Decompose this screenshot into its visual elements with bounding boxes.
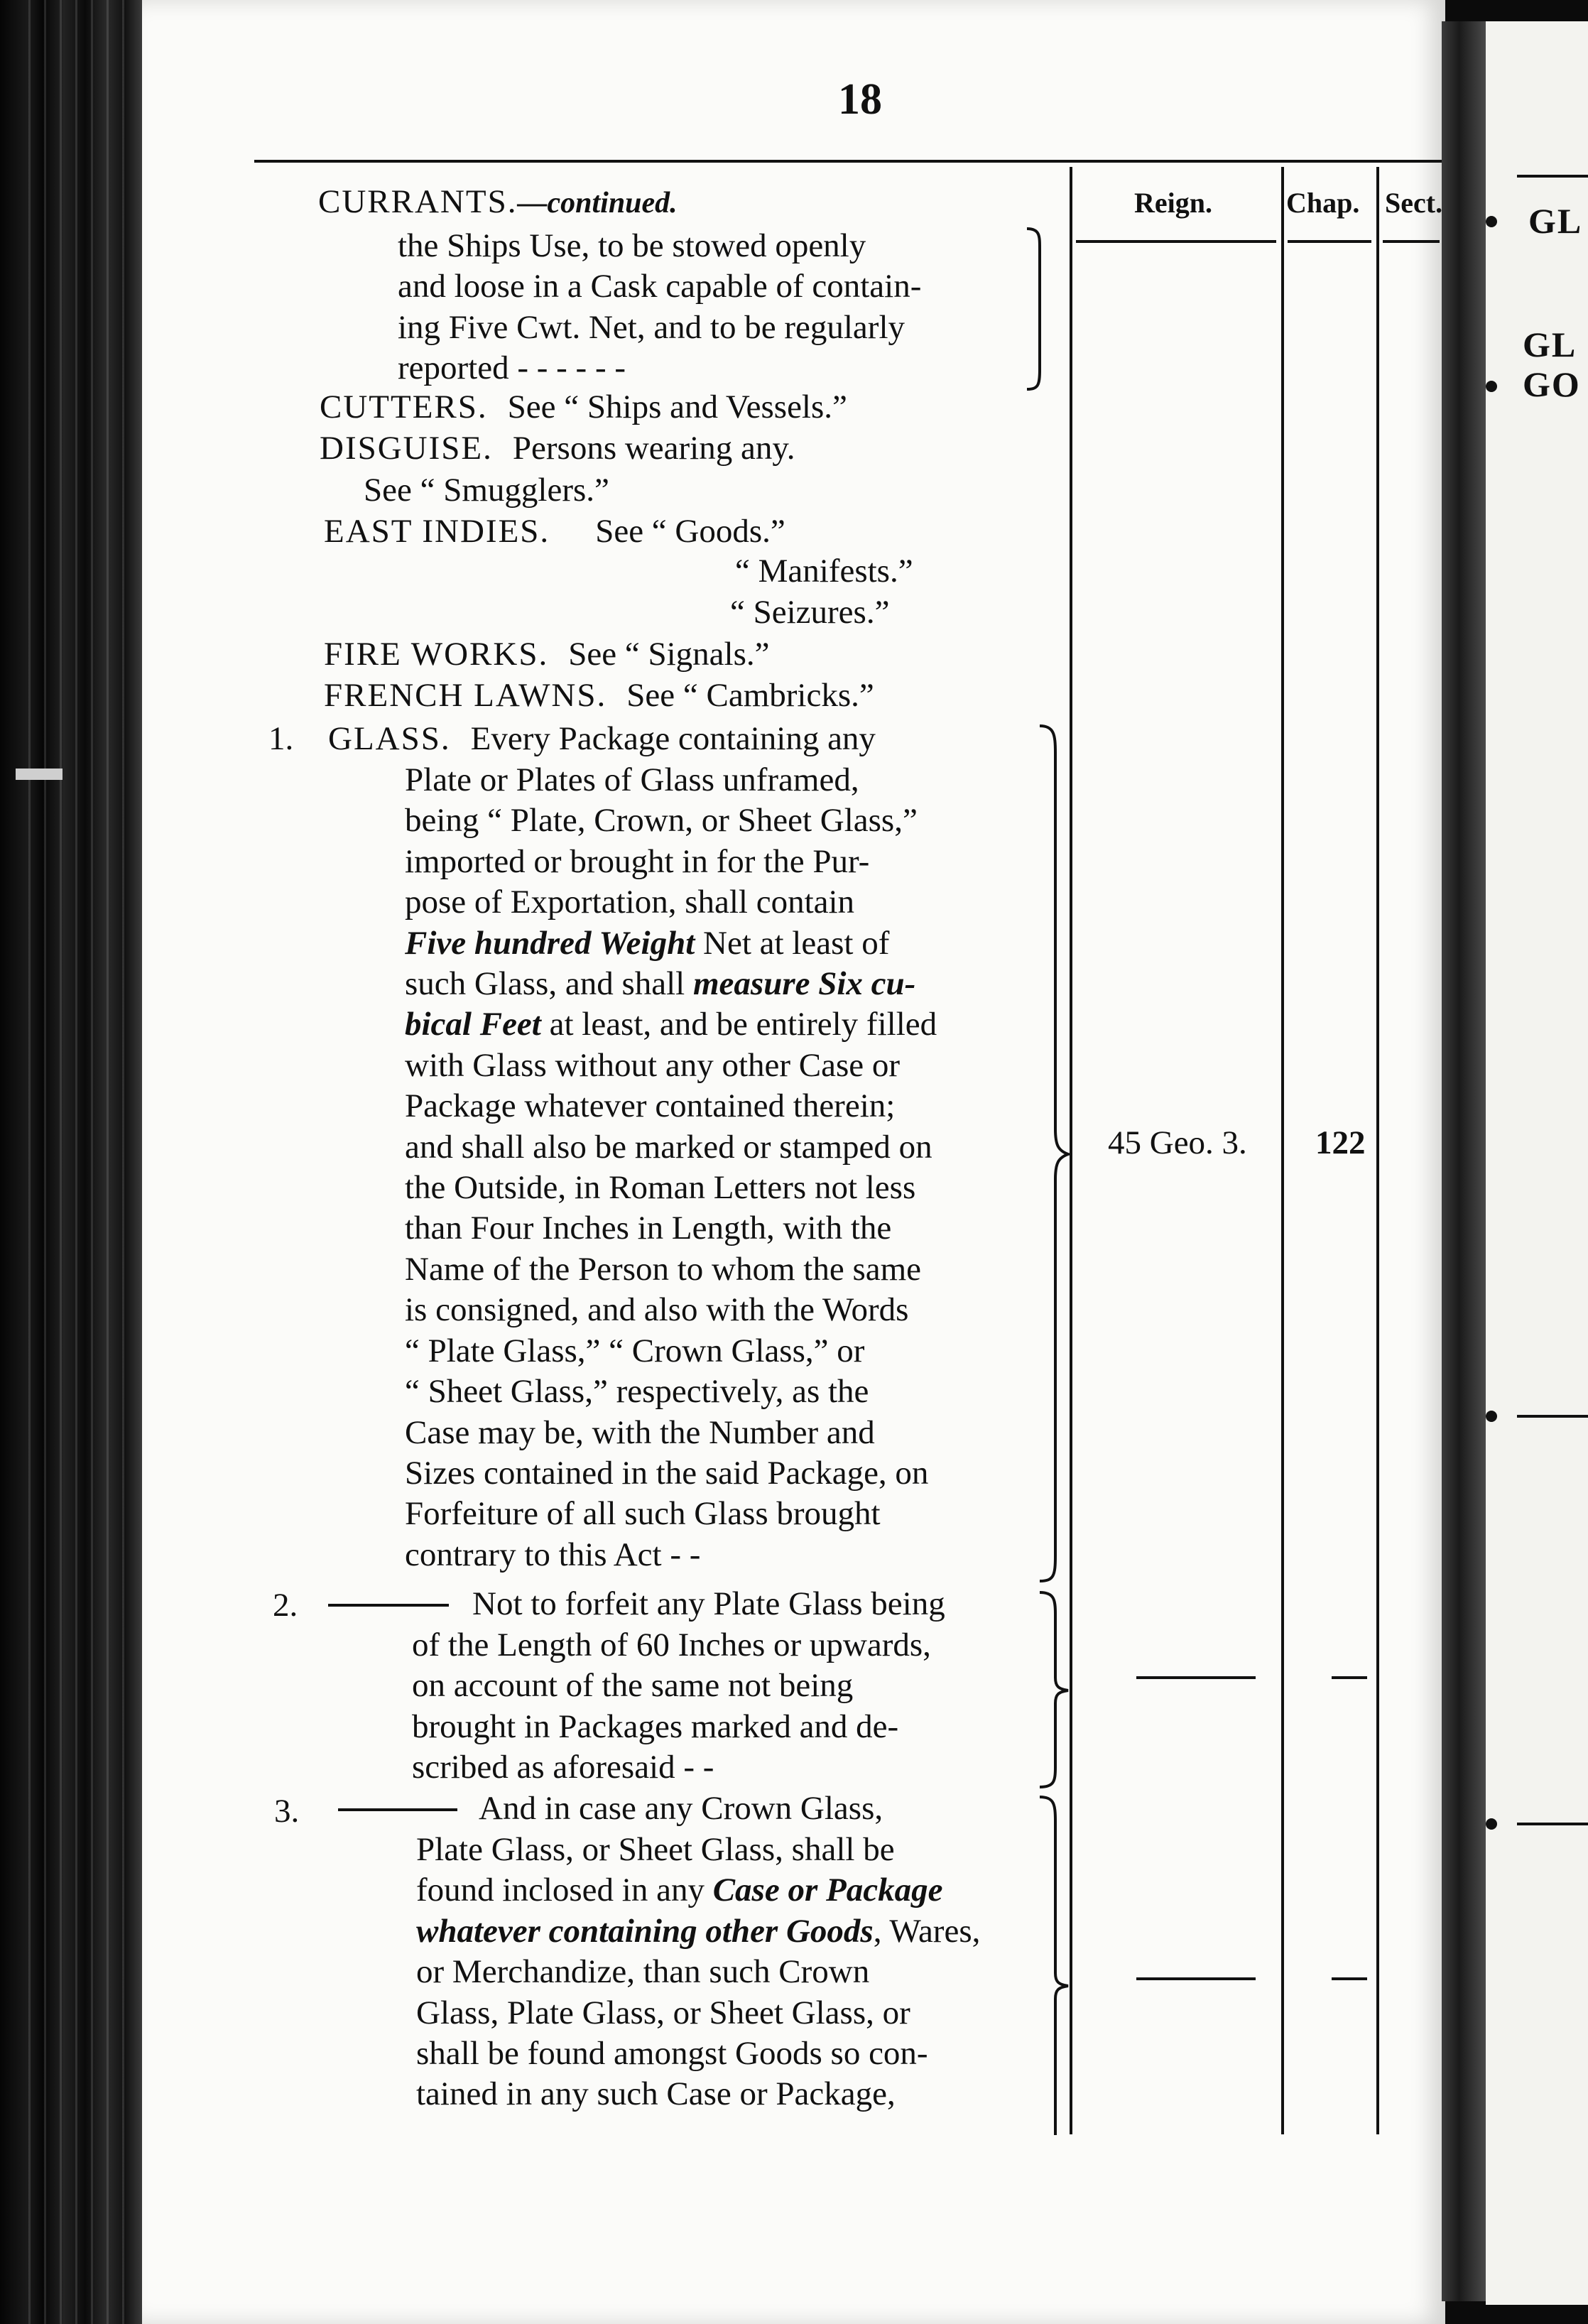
facing-rule xyxy=(1517,1415,1588,1418)
entry-east-indies xyxy=(324,511,785,552)
entry-disguise xyxy=(320,428,795,469)
facing-page-text-3: GO xyxy=(1523,364,1581,404)
column-subrule xyxy=(1288,240,1371,243)
entry-number: 2. xyxy=(273,1587,298,1624)
entry-french-lawns xyxy=(324,675,874,716)
facing-mark xyxy=(1486,216,1497,227)
text-line: And in case any Crown Glass, xyxy=(479,1790,883,1827)
ditto-dash xyxy=(338,1808,457,1811)
text-line xyxy=(405,923,937,964)
entry-glass xyxy=(328,719,876,759)
column-subrule xyxy=(1076,240,1276,243)
entry-number: 1. xyxy=(268,720,294,757)
italic-phrase: measure Six cu- xyxy=(692,965,916,1003)
column-rule-chap xyxy=(1281,167,1284,2134)
text-line: Name of the Person to whom the same xyxy=(405,1250,922,1288)
cross-reference: See “ Signals.” xyxy=(568,636,770,673)
text-line xyxy=(416,1911,980,1952)
text-line: shall be found amongst Goods so con- xyxy=(416,2035,928,2073)
text-line: or Merchandize, than such Crown xyxy=(416,1953,870,1991)
chap-cell: 122 xyxy=(1315,1124,1366,1161)
brace xyxy=(1037,724,1072,1584)
page-number: 18 xyxy=(838,75,882,124)
text-line: with Glass without any other Case or xyxy=(405,1046,901,1084)
cross-reference: See “ Smugglers.” xyxy=(364,472,609,509)
brace xyxy=(1037,1796,1072,2136)
text-line: than Four Inches in Length, with the xyxy=(405,1210,892,1247)
entry-heading: FIRE WORKS. xyxy=(324,636,549,673)
text-fragment: found inclosed in any xyxy=(416,1872,713,1909)
text-line: brought in Packages marked and de- xyxy=(412,1707,899,1745)
page-gutter xyxy=(1442,21,1486,2301)
text-line: is consigned, and also with the Words xyxy=(405,1291,909,1329)
text-line: “ Plate Glass,” “ Crown Glass,” or xyxy=(405,1332,865,1369)
entry-heading: CURRANTS. xyxy=(318,183,518,220)
italic-phrase: Five hundred Weight xyxy=(405,924,695,962)
column-header-reign: Reign. xyxy=(1134,187,1212,219)
entry-fire-works xyxy=(324,634,769,675)
text-line: “ Sheet Glass,” respectively, as the xyxy=(405,1373,869,1411)
facing-page-text-2: GL xyxy=(1523,325,1577,364)
text-line: Plate Glass, or Sheet Glass, shall be xyxy=(416,1831,895,1868)
text-line: and shall also be marked or stamped on xyxy=(405,1128,932,1166)
cross-reference: See “ Ships and Vessels.” xyxy=(507,389,847,425)
glass-1-text xyxy=(405,760,937,1575)
text-line: and loose in a Cask capable of contain- xyxy=(398,268,922,305)
text-line: Package whatever contained therein; xyxy=(405,1087,896,1125)
brace xyxy=(1024,227,1053,391)
text-line: Plate or Plates of Glass unframed, xyxy=(405,761,859,798)
italic-phrase: Case or Package xyxy=(712,1872,943,1909)
entry-cutters xyxy=(320,387,847,428)
entry-heading: GLASS. xyxy=(328,720,451,757)
text-line: ing Five Cwt. Net, and to be regularly xyxy=(398,308,905,346)
facing-rule xyxy=(1517,1823,1588,1825)
text-line xyxy=(405,1004,937,1045)
column-subrule xyxy=(1383,240,1440,243)
continued-label: —continued. xyxy=(517,187,678,219)
text-line: Forfeiture of all such Glass brought xyxy=(405,1495,881,1533)
text-fragment: , Wares, xyxy=(873,1912,981,1950)
entry-heading: DISGUISE. xyxy=(320,430,493,467)
text-line: contrary to this Act - - xyxy=(405,1536,701,1573)
text-line: tained in any such Case or Package, xyxy=(416,2075,896,2113)
currants-text xyxy=(398,226,921,389)
entry-heading: FRENCH LAWNS. xyxy=(324,677,607,714)
column-header-sect: Sect. xyxy=(1385,187,1443,219)
spine-tag xyxy=(16,769,62,780)
italic-phrase: whatever containing other Goods xyxy=(416,1912,874,1950)
facing-page xyxy=(1486,21,1588,2305)
text-fragment: such Glass, and shall xyxy=(405,965,693,1003)
entry-number: 3. xyxy=(274,1793,300,1830)
text-line: the Ships Use, to be stowed openly xyxy=(398,227,866,264)
cross-reference: See “ Cambricks.” xyxy=(626,677,874,714)
text-line: being “ Plate, Crown, or Sheet Glass,” xyxy=(405,802,918,840)
text-line: Glass, Plate Glass, or Sheet Glass, or xyxy=(416,1994,910,2031)
text-line: the Outside, in Roman Letters not less xyxy=(405,1169,916,1207)
glass-2-text xyxy=(412,1625,931,1788)
text-line: on account of the same not being xyxy=(412,1667,854,1705)
ditto-dash xyxy=(1136,1977,1256,1980)
text-fragment: Net at least of xyxy=(695,924,890,962)
entry-heading: EAST INDIES. xyxy=(324,513,550,550)
ditto-dash xyxy=(1332,1676,1367,1679)
text-line: Every Package containing any xyxy=(470,720,876,757)
glass-3-text xyxy=(416,1830,980,2115)
ditto-dash xyxy=(1136,1676,1256,1679)
spine-texture xyxy=(28,0,135,2324)
ditto-dash xyxy=(1332,1977,1367,1980)
column-header-chap: Chap. xyxy=(1286,187,1360,219)
header-rule xyxy=(254,160,1442,163)
text-line: Sizes contained in the said Package, on xyxy=(405,1454,929,1492)
cross-reference: “ Manifests.” xyxy=(735,553,913,590)
facing-mark xyxy=(1486,1818,1497,1830)
text-line xyxy=(405,964,937,1004)
text-line: reported - - - - - - xyxy=(398,349,626,387)
facing-mark xyxy=(1486,1411,1497,1422)
facing-mark xyxy=(1486,381,1497,392)
facing-page-text-1: GL xyxy=(1528,201,1583,241)
ditto-dash xyxy=(328,1604,449,1607)
text-line: imported or brought in for the Pur- xyxy=(405,842,870,880)
text-line: of the Length of 60 Inches or upwards, xyxy=(412,1627,931,1663)
cross-reference: See “ Goods.” xyxy=(595,513,785,550)
text-line: pose of Exportation, shall contain xyxy=(405,884,855,921)
entry-text: Persons wearing any. xyxy=(512,430,795,467)
cross-reference: “ Seizures.” xyxy=(730,594,890,631)
column-rule-sect xyxy=(1376,167,1379,2134)
entry-heading: CUTTERS. xyxy=(320,389,488,425)
text-line: scribed as aforesaid - - xyxy=(412,1749,714,1786)
text-fragment: at least, and be entirely filled xyxy=(540,1006,937,1043)
facing-rule xyxy=(1517,175,1588,178)
brace xyxy=(1037,1591,1072,1790)
entry-currants xyxy=(318,182,678,224)
text-line: Case may be, with the Number and xyxy=(405,1413,875,1451)
italic-phrase: bical Feet xyxy=(405,1006,541,1043)
reign-cell: 45 Geo. 3. xyxy=(1108,1124,1247,1161)
text-line: Not to forfeit any Plate Glass being xyxy=(472,1585,945,1622)
text-line xyxy=(416,1870,980,1911)
